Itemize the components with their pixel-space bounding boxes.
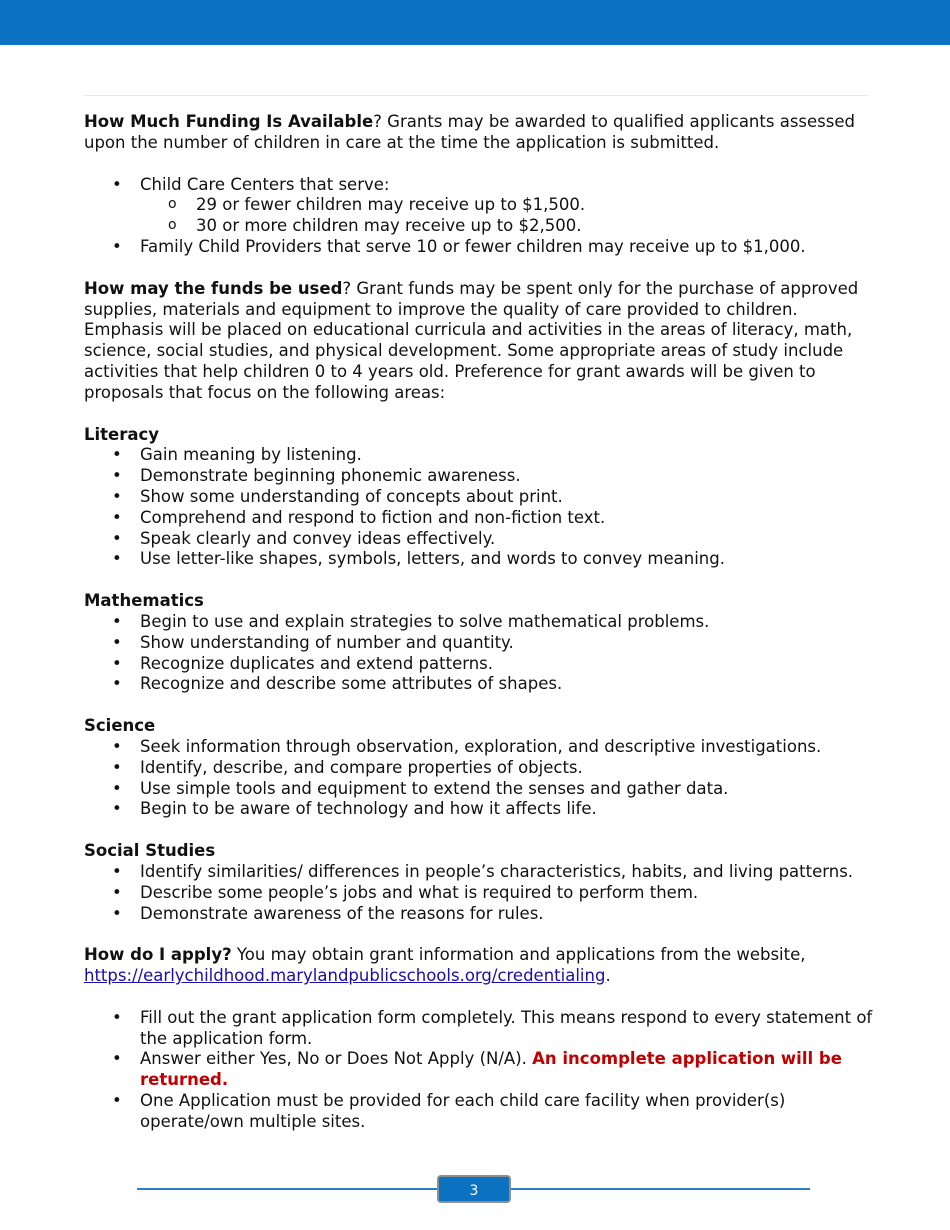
list-item: • Recognize duplicates and extend patterns. (84, 654, 874, 675)
mathematics-list (84, 612, 874, 695)
social-studies-list (84, 862, 874, 924)
funds-use-heading: How may the funds be used (84, 278, 343, 298)
funds-use-text: ? Grant funds may be spent only for the purchase of approved supplies, materials and equipment to improve the quality of care provided to children. Emphasis will be placed on educational curricula and activities in the areas of literacy, math, science, social studies, and physical development. Some appropriate areas of study include activities that help children 0 to 4 years old. Preference for grant awards will be given to proposals that focus on the following areas: (84, 278, 859, 402)
literacy-list (84, 445, 874, 570)
apply-paragraph: How do I apply? You may obtain grant information and applications from the website, https://earlychildhood.marylandpublicschools.org/credentialing. (84, 945, 806, 986)
list-item: • Recognize and describe some attributes of shapes. (84, 674, 874, 695)
list-item: • Demonstrate awareness of the reasons for rules. (84, 904, 874, 925)
page-number: 3 (437, 1175, 511, 1203)
funding-text: ? Grants may be awarded to qualified applicants assessed upon the number of children in care at the time the application is submitted. (84, 112, 855, 152)
list-item: • Speak clearly and convey ideas effectively. (84, 529, 874, 550)
list-item: • Gain meaning by listening. (84, 445, 874, 466)
list-item: • Show understanding of number and quantity. (84, 633, 874, 654)
list-item: • Begin to use and explain strategies to solve mathematical problems. (84, 612, 874, 633)
apply-heading: How do I apply? (84, 945, 232, 965)
centers-sublist (140, 195, 874, 237)
list-item: • Family Child Providers that serve 10 or fewer children may receive up to $1,000. (84, 237, 874, 258)
science-heading: Science (84, 716, 156, 736)
list-item: • One Application must be provided for each child care facility when provider(s) operate/own multiple sites. (84, 1091, 874, 1133)
header-bar (0, 0, 950, 45)
page-content (84, 112, 874, 1133)
list-item: • Use letter-like shapes, symbols, letters, and words to convey meaning. (84, 549, 874, 570)
apply-text: You may obtain grant information and applications from the website, (231, 945, 806, 965)
list-item: o 29 or fewer children may receive up to $1,500. (140, 195, 874, 216)
list-item: • Identify similarities/ differences in people’s characteristics, habits, and living patterns. (84, 862, 874, 883)
list-item: • Identify, describe, and compare properties of objects. (84, 758, 874, 779)
funds-use-paragraph (84, 279, 874, 404)
list-item: • Child Care Centers that serve: o 29 or fewer children may receive up to $1,500. o 30 or more children may receive up to $2,500. (84, 175, 874, 237)
literacy-heading: Literacy (84, 424, 160, 444)
list-item: • Seek information through observation, exploration, and descriptive investigations. (84, 737, 874, 758)
list-item: • Demonstrate beginning phonemic awareness. (84, 466, 874, 487)
list-item: • Fill out the grant application form completely. This means respond to every statement of the application form. (84, 1008, 874, 1050)
list-item: o 30 or more children may receive up to $2,500. (140, 216, 874, 237)
science-list (84, 737, 874, 820)
social-studies-heading: Social Studies (84, 841, 216, 861)
header-divider (84, 95, 868, 96)
list-item: • Show some understanding of concepts about print. (84, 487, 874, 508)
credentialing-link[interactable]: https://earlychildhood.marylandpublicschools.org/credentialing (84, 966, 606, 986)
apply-list (84, 1008, 874, 1133)
funding-heading: How Much Funding Is Available (84, 112, 374, 131)
funding-list (84, 175, 874, 258)
incomplete-warning: An incomplete application will be returned. (140, 1049, 842, 1090)
list-item: • Comprehend and respond to fiction and non-fiction text. (84, 508, 874, 529)
list-item: • Answer either Yes, No or Does Not Apply (N/A). An incomplete application will be returned. (84, 1049, 874, 1091)
funding-paragraph (84, 112, 874, 154)
list-item: • Begin to be aware of technology and how it affects life. (84, 799, 874, 820)
mathematics-heading: Mathematics (84, 591, 204, 611)
list-item: • Use simple tools and equipment to extend the senses and gather data. (84, 779, 874, 800)
list-item: • Describe some people’s jobs and what is required to perform them. (84, 883, 874, 904)
